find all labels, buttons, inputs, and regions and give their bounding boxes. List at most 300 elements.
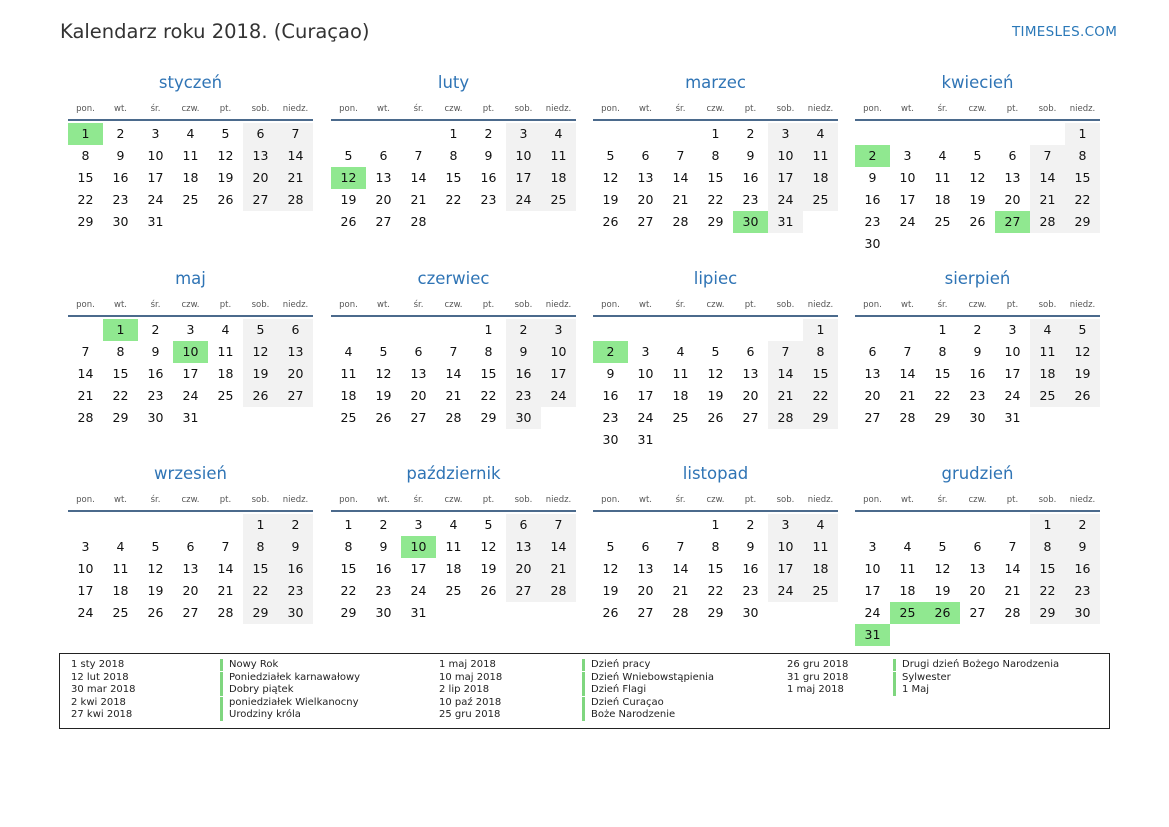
day-cell: 25 (1030, 385, 1065, 407)
day-cell: 30 (969, 410, 986, 425)
day-cell: 25 (672, 410, 689, 425)
holiday-name: Urodziny króla (220, 709, 301, 721)
day-cell: 16 (147, 366, 164, 381)
day-cell: 20 (182, 583, 199, 598)
day-cell: 9 (151, 344, 160, 359)
weekday-header: niedz. (282, 495, 309, 505)
day-cell: 30 (278, 602, 313, 624)
day-cell: 30 (742, 605, 759, 620)
day-cell: 26 (707, 410, 724, 425)
day-cell: 19 (243, 363, 278, 385)
day-cell: 29 (1030, 602, 1065, 624)
weekday-header: śr. (675, 495, 686, 505)
day-cell: 17 (182, 366, 199, 381)
day-cell: 28 (541, 580, 576, 602)
day-cell: 14 (410, 170, 427, 185)
day-cell: 28 (217, 605, 234, 620)
day-cell: 8 (1030, 536, 1065, 558)
day-cell: 6 (1008, 148, 1017, 163)
weekday-header: wt. (639, 495, 652, 505)
day-cell: 11 (1030, 341, 1065, 363)
day-cell: 17 (899, 192, 916, 207)
day-cell: 25 (803, 189, 838, 211)
day-cell: 19 (375, 388, 392, 403)
weekday-header: czw. (968, 104, 987, 114)
weekday-header: pt. (219, 300, 232, 310)
month-2 (331, 73, 576, 273)
day-cell: 5 (243, 319, 278, 341)
holiday-day-cell: 1 (68, 123, 103, 145)
day-cell: 23 (375, 583, 392, 598)
day-cell: 24 (637, 410, 654, 425)
month-name: październik (406, 464, 501, 483)
day-cell: 3 (506, 123, 541, 145)
weekday-header: pt. (219, 495, 232, 505)
day-cell: 3 (151, 126, 160, 141)
day-cell: 27 (410, 410, 427, 425)
day-cell: 13 (1004, 170, 1021, 185)
day-cell: 27 (969, 605, 986, 620)
weekday-header: pon. (601, 104, 620, 114)
day-cell: 23 (147, 388, 164, 403)
day-cell: 17 (768, 167, 803, 189)
day-cell: 4 (938, 148, 947, 163)
day-cell: 8 (243, 536, 278, 558)
day-cell: 18 (112, 583, 129, 598)
day-cell: 26 (602, 214, 619, 229)
weekday-header: śr. (937, 300, 948, 310)
month-9 (68, 464, 313, 664)
day-cell: 25 (217, 388, 234, 403)
day-cell: 6 (746, 344, 755, 359)
weekday-header: pon. (76, 104, 95, 114)
day-cell: 30 (147, 410, 164, 425)
weekday-header: czw. (444, 104, 463, 114)
day-cell: 14 (278, 145, 313, 167)
day-cell: 6 (186, 539, 195, 554)
weekday-header: pon. (76, 495, 95, 505)
day-cell: 13 (742, 366, 759, 381)
weekday-header: pon. (863, 104, 882, 114)
day-cell: 18 (1030, 363, 1065, 385)
day-cell: 22 (1030, 580, 1065, 602)
day-cell: 15 (445, 170, 462, 185)
holiday-date: 10 maj 2018 (439, 671, 503, 683)
day-cell: 21 (217, 583, 234, 598)
brand-link[interactable]: TIMESLES.COM (1012, 24, 1118, 40)
day-cell: 11 (803, 536, 838, 558)
day-cell: 19 (934, 583, 951, 598)
day-cell: 5 (1065, 319, 1100, 341)
month-name: marzec (685, 73, 746, 92)
holiday-name: Drugi dzień Bożego Narodzenia (893, 659, 1059, 671)
day-cell: 24 (899, 214, 916, 229)
day-cell: 16 (602, 388, 619, 403)
holiday-day-cell: 12 (331, 167, 366, 189)
day-cell: 6 (414, 344, 423, 359)
day-cell: 15 (707, 170, 724, 185)
day-cell: 13 (637, 170, 654, 185)
weekday-header: czw. (706, 495, 725, 505)
day-cell: 20 (375, 192, 392, 207)
day-cell: 22 (934, 388, 951, 403)
day-cell: 6 (641, 148, 650, 163)
day-cell: 8 (116, 344, 125, 359)
day-cell: 29 (340, 605, 357, 620)
day-cell: 24 (768, 189, 803, 211)
day-cell: 19 (602, 583, 619, 598)
day-cell: 2 (746, 126, 755, 141)
day-cell: 31 (1004, 410, 1021, 425)
day-cell: 3 (81, 539, 90, 554)
holiday-date: 12 lut 2018 (71, 671, 129, 683)
day-cell: 1 (803, 319, 838, 341)
day-cell: 4 (1030, 319, 1065, 341)
day-cell: 27 (637, 605, 654, 620)
day-cell: 13 (637, 561, 654, 576)
day-cell: 1 (449, 126, 458, 141)
day-cell: 26 (147, 605, 164, 620)
day-cell: 2 (973, 322, 982, 337)
day-cell: 25 (340, 410, 357, 425)
weekday-header: sob. (251, 104, 270, 114)
day-cell: 13 (969, 561, 986, 576)
day-cell: 12 (707, 366, 724, 381)
day-cell: 5 (151, 539, 160, 554)
day-cell: 16 (375, 561, 392, 576)
day-cell: 23 (278, 580, 313, 602)
weekday-header: wt. (377, 495, 390, 505)
day-cell: 1 (243, 514, 278, 536)
weekday-header: pon. (601, 300, 620, 310)
weekday-header: czw. (444, 495, 463, 505)
day-cell: 7 (81, 344, 90, 359)
day-cell: 14 (672, 170, 689, 185)
month-header-rule (593, 119, 838, 121)
day-cell: 20 (969, 583, 986, 598)
day-cell: 21 (672, 583, 689, 598)
day-cell: 3 (768, 123, 803, 145)
weekday-header: niedz. (807, 495, 834, 505)
day-cell: 27 (278, 385, 313, 407)
day-cell: 4 (344, 344, 353, 359)
holiday-day-cell: 10 (173, 341, 208, 363)
weekday-header: pon. (339, 104, 358, 114)
day-cell: 29 (77, 214, 94, 229)
day-cell: 2 (379, 517, 388, 532)
weekday-header: pt. (1006, 495, 1019, 505)
day-cell: 5 (344, 148, 353, 163)
day-cell: 7 (541, 514, 576, 536)
day-cell: 18 (803, 558, 838, 580)
day-cell: 5 (606, 539, 615, 554)
weekday-header: pt. (744, 300, 757, 310)
day-cell: 13 (243, 145, 278, 167)
day-cell: 10 (899, 170, 916, 185)
weekday-header: pon. (339, 300, 358, 310)
holiday-name: Dzień Wniebowstąpienia (582, 672, 714, 684)
month-header-rule (68, 510, 313, 512)
weekday-header: wt. (901, 300, 914, 310)
day-cell: 17 (1004, 366, 1021, 381)
weekday-header: sob. (1038, 300, 1057, 310)
weekday-header: śr. (413, 300, 424, 310)
day-cell: 14 (77, 366, 94, 381)
weekday-header: śr. (150, 104, 161, 114)
day-cell: 15 (480, 366, 497, 381)
day-cell: 4 (186, 126, 195, 141)
day-cell: 15 (707, 561, 724, 576)
day-cell: 7 (414, 148, 423, 163)
month-name: styczeń (158, 73, 223, 92)
day-cell: 24 (182, 388, 199, 403)
weekday-header: czw. (181, 300, 200, 310)
month-11 (593, 464, 838, 664)
day-cell: 23 (480, 192, 497, 207)
day-cell: 11 (803, 145, 838, 167)
day-cell: 7 (1030, 145, 1065, 167)
day-cell: 9 (746, 148, 755, 163)
day-cell: 4 (116, 539, 125, 554)
day-cell: 19 (969, 192, 986, 207)
day-cell: 7 (676, 539, 685, 554)
day-cell: 6 (641, 539, 650, 554)
day-cell: 30 (1065, 602, 1100, 624)
weekday-header: wt. (114, 300, 127, 310)
day-cell: 17 (77, 583, 94, 598)
day-cell: 27 (506, 580, 541, 602)
day-cell: 29 (243, 602, 278, 624)
day-cell: 15 (803, 363, 838, 385)
day-cell: 29 (707, 214, 724, 229)
day-cell: 26 (602, 605, 619, 620)
holiday-day-cell: 10 (401, 536, 436, 558)
day-cell: 3 (541, 319, 576, 341)
day-cell: 2 (1065, 514, 1100, 536)
day-cell: 27 (637, 214, 654, 229)
holiday-legend (59, 653, 1110, 729)
weekday-header: czw. (706, 104, 725, 114)
day-cell: 21 (445, 388, 462, 403)
day-cell: 21 (278, 167, 313, 189)
weekday-header: śr. (150, 300, 161, 310)
month-1 (68, 73, 313, 273)
day-cell: 4 (803, 123, 838, 145)
day-cell: 18 (899, 583, 916, 598)
month-header-rule (331, 510, 576, 512)
day-cell: 13 (506, 536, 541, 558)
day-cell: 16 (742, 561, 759, 576)
month-12 (855, 464, 1100, 664)
day-cell: 18 (217, 366, 234, 381)
day-cell: 27 (742, 410, 759, 425)
day-cell: 5 (484, 517, 493, 532)
day-cell: 25 (541, 189, 576, 211)
holiday-day-cell: 30 (733, 211, 768, 233)
day-cell: 23 (742, 583, 759, 598)
day-cell: 29 (480, 410, 497, 425)
holiday-date: 27 kwi 2018 (71, 709, 133, 721)
day-cell: 13 (410, 366, 427, 381)
month-header-rule (593, 510, 838, 512)
weekday-header: niedz. (545, 300, 572, 310)
month-header-rule (855, 510, 1100, 512)
day-cell: 8 (449, 148, 458, 163)
day-cell: 28 (1004, 605, 1021, 620)
month-10 (331, 464, 576, 664)
weekday-header: śr. (413, 104, 424, 114)
month-name: lipiec (693, 269, 738, 288)
day-cell: 13 (375, 170, 392, 185)
weekday-header: śr. (675, 104, 686, 114)
day-cell: 16 (742, 170, 759, 185)
month-name: kwiecień (941, 73, 1014, 92)
day-cell: 22 (77, 192, 94, 207)
day-cell: 4 (803, 514, 838, 536)
month-name: sierpień (944, 269, 1011, 288)
holiday-name: Dzień Curaçao (582, 697, 664, 709)
day-cell: 5 (221, 126, 230, 141)
day-cell: 15 (1030, 558, 1065, 580)
day-cell: 8 (938, 344, 947, 359)
day-cell: 20 (637, 192, 654, 207)
day-cell: 20 (410, 388, 427, 403)
weekday-header: sob. (251, 300, 270, 310)
day-cell: 18 (803, 167, 838, 189)
day-cell: 4 (676, 344, 685, 359)
day-cell: 9 (868, 170, 877, 185)
weekday-header: niedz. (545, 495, 572, 505)
day-cell: 27 (182, 605, 199, 620)
day-cell: 17 (506, 167, 541, 189)
weekday-header: czw. (968, 300, 987, 310)
day-cell: 28 (899, 410, 916, 425)
day-cell: 23 (864, 214, 881, 229)
day-cell: 6 (243, 123, 278, 145)
day-cell: 2 (484, 126, 493, 141)
weekday-header: śr. (413, 495, 424, 505)
holiday-day-cell: 27 (995, 211, 1030, 233)
day-cell: 6 (868, 344, 877, 359)
day-cell: 22 (445, 192, 462, 207)
day-cell: 8 (344, 539, 353, 554)
day-cell: 5 (711, 344, 720, 359)
day-cell: 11 (217, 344, 234, 359)
holiday-date: 26 gru 2018 (787, 659, 849, 670)
day-cell: 19 (340, 192, 357, 207)
weekday-header: wt. (114, 104, 127, 114)
day-cell: 28 (672, 605, 689, 620)
day-cell: 26 (480, 583, 497, 598)
day-cell: 24 (541, 385, 576, 407)
day-cell: 10 (637, 366, 654, 381)
day-cell: 11 (445, 539, 462, 554)
day-cell: 1 (1030, 514, 1065, 536)
day-cell: 18 (672, 388, 689, 403)
holiday-date: 1 maj 2018 (787, 684, 844, 696)
day-cell: 9 (506, 341, 541, 363)
day-cell: 9 (1065, 536, 1100, 558)
month-header-rule (331, 315, 576, 317)
day-cell: 7 (768, 341, 803, 363)
day-cell: 1 (344, 517, 353, 532)
day-cell: 7 (1008, 539, 1017, 554)
weekday-header: sob. (514, 104, 533, 114)
day-cell: 5 (379, 344, 388, 359)
day-cell: 17 (147, 170, 164, 185)
day-cell: 28 (672, 214, 689, 229)
day-cell: 12 (480, 539, 497, 554)
day-cell: 9 (278, 536, 313, 558)
month-4 (855, 73, 1100, 273)
day-cell: 7 (221, 539, 230, 554)
day-cell: 15 (934, 366, 951, 381)
day-cell: 10 (77, 561, 94, 576)
weekday-header: sob. (776, 300, 795, 310)
weekday-header: pt. (744, 495, 757, 505)
day-cell: 26 (340, 214, 357, 229)
day-cell: 12 (969, 170, 986, 185)
day-cell: 12 (147, 561, 164, 576)
weekday-header: śr. (675, 300, 686, 310)
day-cell: 2 (746, 517, 755, 532)
day-cell: 2 (116, 126, 125, 141)
day-cell: 14 (1030, 167, 1065, 189)
weekday-header: sob. (1038, 495, 1057, 505)
day-cell: 20 (506, 558, 541, 580)
day-cell: 9 (746, 539, 755, 554)
day-cell: 28 (768, 407, 803, 429)
holiday-day-cell: 26 (925, 602, 960, 624)
day-cell: 21 (410, 192, 427, 207)
day-cell: 10 (864, 561, 881, 576)
day-cell: 5 (973, 148, 982, 163)
weekday-header: sob. (251, 495, 270, 505)
weekday-header: śr. (150, 495, 161, 505)
month-header-rule (68, 119, 313, 121)
day-cell: 22 (243, 580, 278, 602)
holiday-date: 10 paź 2018 (439, 696, 502, 708)
day-cell: 7 (903, 344, 912, 359)
month-8 (855, 269, 1100, 469)
day-cell: 17 (410, 561, 427, 576)
day-cell: 25 (182, 192, 199, 207)
weekday-header: pt. (219, 104, 232, 114)
day-cell: 24 (864, 605, 881, 620)
day-cell: 9 (379, 539, 388, 554)
day-cell: 1 (711, 517, 720, 532)
day-cell: 3 (1008, 322, 1017, 337)
weekday-header: pon. (863, 495, 882, 505)
weekday-header: wt. (377, 104, 390, 114)
weekday-header: wt. (901, 104, 914, 114)
day-cell: 30 (864, 236, 881, 251)
day-cell: 11 (934, 170, 951, 185)
day-cell: 22 (112, 388, 129, 403)
day-cell: 14 (541, 536, 576, 558)
day-cell: 24 (506, 189, 541, 211)
day-cell: 26 (375, 410, 392, 425)
holiday-name: Boże Narodzenie (582, 709, 675, 721)
holiday-name: poniedziałek Wielkanocny (220, 697, 359, 709)
weekday-header: śr. (937, 104, 948, 114)
day-cell: 30 (112, 214, 129, 229)
day-cell: 2 (278, 514, 313, 536)
day-cell: 28 (77, 410, 94, 425)
day-cell: 4 (449, 517, 458, 532)
day-cell: 11 (672, 366, 689, 381)
month-header-rule (331, 119, 576, 121)
